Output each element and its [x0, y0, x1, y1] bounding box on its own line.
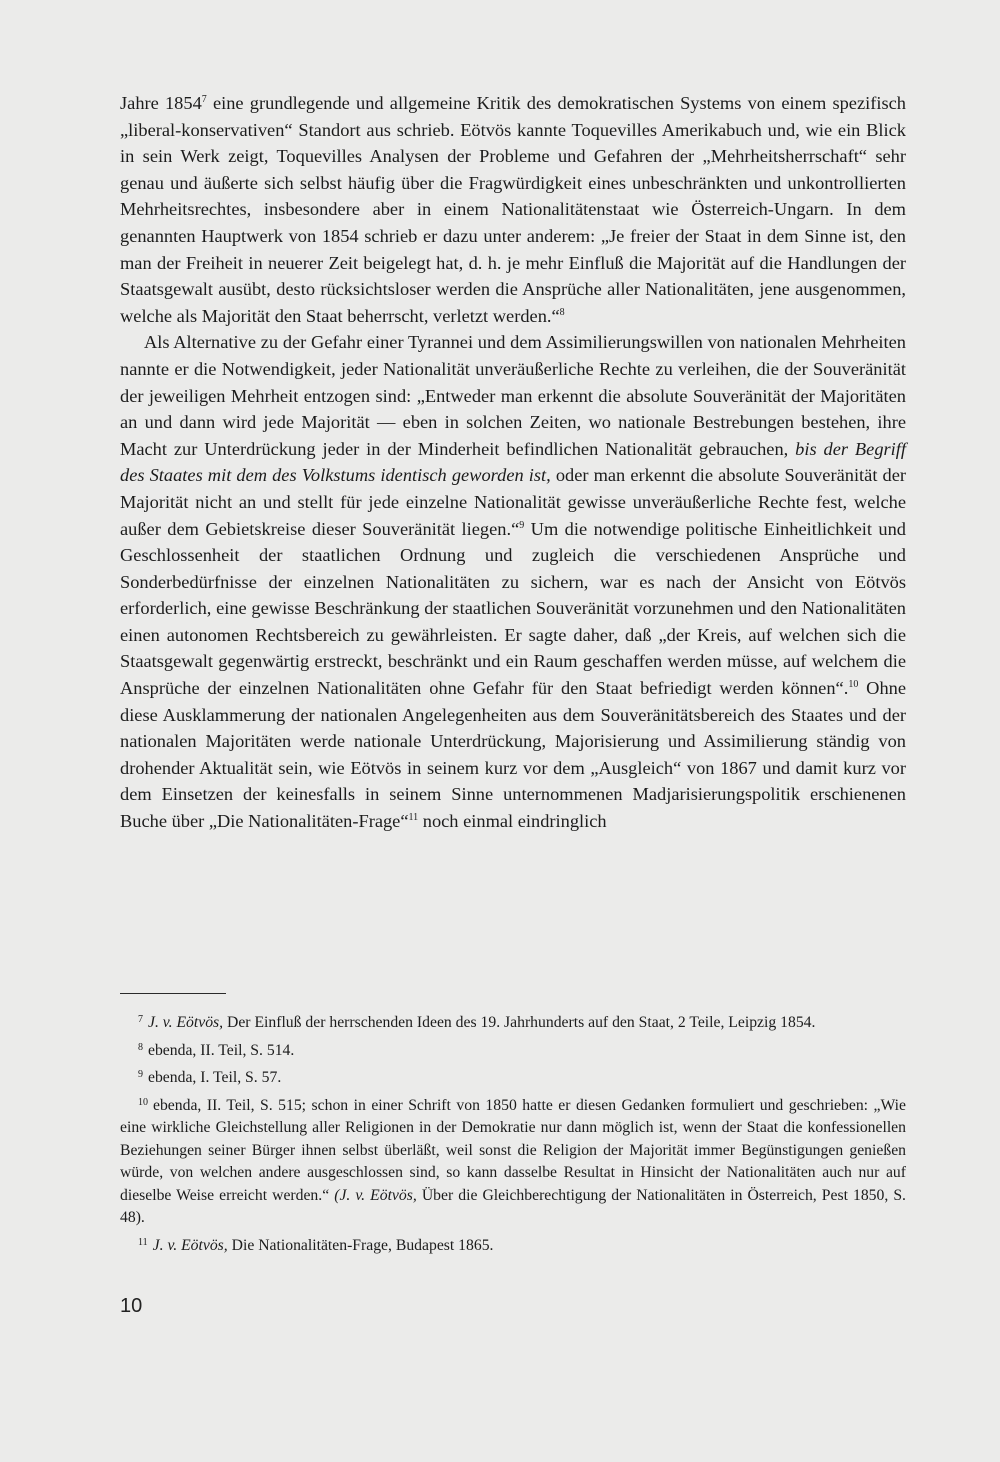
- text-run: oder man erkennt die absolute Souveränität der Majorität nicht an und stellt für jede einzelne Nationalität gewisse unveräußerliche Rechte fest, welche außer dem Gebietskreise dieser Souveränität liegen.“: [120, 465, 907, 539]
- footnote: [120, 1037, 906, 1063]
- text-run: Die Nationalitäten-Frage, Budapest 1865.: [227, 1236, 494, 1254]
- text-run: ebenda, II. Teil, S. 514.: [148, 1041, 295, 1059]
- footnote-reference: 8: [559, 306, 565, 318]
- italic-text: J. v. Eötvös,: [152, 1236, 228, 1254]
- footnote-number: 10: [138, 1096, 148, 1108]
- footnote-number: 11: [138, 1236, 148, 1248]
- text-run: Über die Gleichberechtigung der Nationalitäten in Österreich, Pest 1850, S. 48).: [120, 1186, 906, 1226]
- footnote-number: 8: [138, 1041, 143, 1053]
- footnotes: [120, 1009, 906, 1259]
- text-run: ebenda, I. Teil, S. 57.: [148, 1069, 282, 1086]
- footnote-number: 9: [138, 1069, 143, 1080]
- text-run: Der Einfluß der herrschenden Ideen des 19. Jahrhunderts auf den Staat, 2 Teile, Leipzig 1854.: [223, 1014, 816, 1031]
- text-run: Um die notwendige politische Einheitlichkeit und Geschlossenheit der staatlichen Ordnung und zugleich die verschiedenen Ansprüche und Sonderbedürfnisse der einzelnen Nationalitäten zu sichern, war es nach der Ansicht von Eötvös erforderlich, eine gewisse Beschränkung der staatlichen Souveränität vorzunehmen und den Nationalitäten einen autonomen Rechtsbereich zu gewährleisten. Er sagte daher, daß „der Kreis, auf welchen sich die Staatsgewalt gegenwärtig erstreckt, beschränkt und ein Raum geschaffen werden müsse, auf welchem die Ansprüche der einzelnen Nationalitäten ohne Gefahr für den Staat befriedigt werden können“.: [120, 518, 906, 699]
- italic-text: (J. v. Eötvös,: [334, 1186, 417, 1204]
- footnote: [120, 1009, 906, 1035]
- footnote-reference: 10: [848, 679, 859, 691]
- text-run: eine grundlegende und allgemeine Kritik des demokratischen Systems von einem spezifisch „liberal-konservativen“ Standort aus schrieb. Eötvös kannte Toquevilles Amerikabuch und, wie ein Blick in sein Werk zeigt, Toquevilles Analysen der Probleme und Gefahren der „Mehrheitsherrschaft“ sehr genau und äußerte sich selbst häufig über die Fragwürdigkeit eines unbeschränkten und unkontrollierten Mehrheitsrechtes, insbesondere aber in einem Nationalitätenstaat wie Österreich-Ungarn. In dem genannten Hauptwerk von 1854 schrieb er dazu unter anderem: „Je freier der Staat in dem Sinne ist, den man der Freiheit in neuerer Zeit beigelegt hat, d. h. je mehr Einfluß die Majorität auf die Handlungen der Staatsgewalt ausübt, desto rücksichtsloser werden die Ansprüche aller Nationalitäten, jene ausgenommen, welche als Majorität den Staat beherrscht, verletzt werden.“: [120, 93, 906, 326]
- paragraph: [120, 329, 906, 834]
- paragraph: [120, 90, 906, 329]
- text-run: noch einmal eindringlich: [418, 811, 607, 832]
- text-run: Als Alternative zu der Gefahr einer Tyrannei und dem Assimilierungswillen von nationalen Mehrheiten nannte er die Notwendigkeit, jeder Nationalität unveräußerliche Rechte zu verleihen, die der Souveränität der jeweiligen Mehrheit entzogen sind: „Entweder man erkennt die absolute Souveränität der Majoritäten an und dann wird jede Majorität — eben in solchen Zeiten, wo nationale Bestrebungen bestehen, ihre Macht zur Unterdrückung jeder in der Minderheit befindlichen Nationalität gebrauchen,: [120, 332, 906, 459]
- page-number: 10: [120, 1295, 143, 1317]
- text-run: ebenda, II. Teil, S. 515; schon in einer Schrift von 1850 hatte er diesen Gedanken formuliert und geschrieben: „Wie eine wirkliche Gleichstellung aller Religionen in der Demokratie nur dann möglich ist, wenn der Staat die konfessionellen Beziehungen seiner Bürger ihnen selbst überläßt, weil sonst die Religion der Majorität immer Begünstigungen genießen würde, von welchen andere ausgeschlossen sind, so kann dasselbe Resultat in Hinsicht der Nationalitäten auch nur auf dieselbe Weise erreicht werden.“: [120, 1096, 906, 1204]
- main-text: [120, 90, 906, 835]
- footnote: [120, 1232, 906, 1258]
- footnote: [120, 1092, 906, 1230]
- footnote-reference: 11: [408, 812, 419, 824]
- footnote: [120, 1064, 906, 1090]
- italic-text: bis der Begriff des Staates mit dem des Volkstums identisch geworden ist,: [120, 438, 906, 486]
- text-run: Ohne diese Ausklammerung der nationalen Angelegenheiten aus dem Souveränitätsbereich des Staates und der nationalen Majoritäten werde nationale Unterdrückung, Majorisierung und Assimilierung ständig von drohender Aktualität sein, wie Eötvös in seinem kurz vor dem „Ausgleich“ von 1867 und damit kurz vor dem Einsetzen der keinesfalls in seinem Sinne unternommenen Madjarisierungspolitik erschienenen Buche über „Die Nationalitäten-Frage“: [120, 678, 907, 832]
- text-run: Jahre 1854: [120, 93, 202, 113]
- footnote-number: 7: [138, 1014, 143, 1025]
- footnote-reference: 7: [201, 94, 207, 105]
- footnote-reference: 9: [519, 519, 525, 531]
- footnote-separator: [120, 993, 226, 994]
- italic-text: J. v. Eötvös,: [148, 1014, 224, 1031]
